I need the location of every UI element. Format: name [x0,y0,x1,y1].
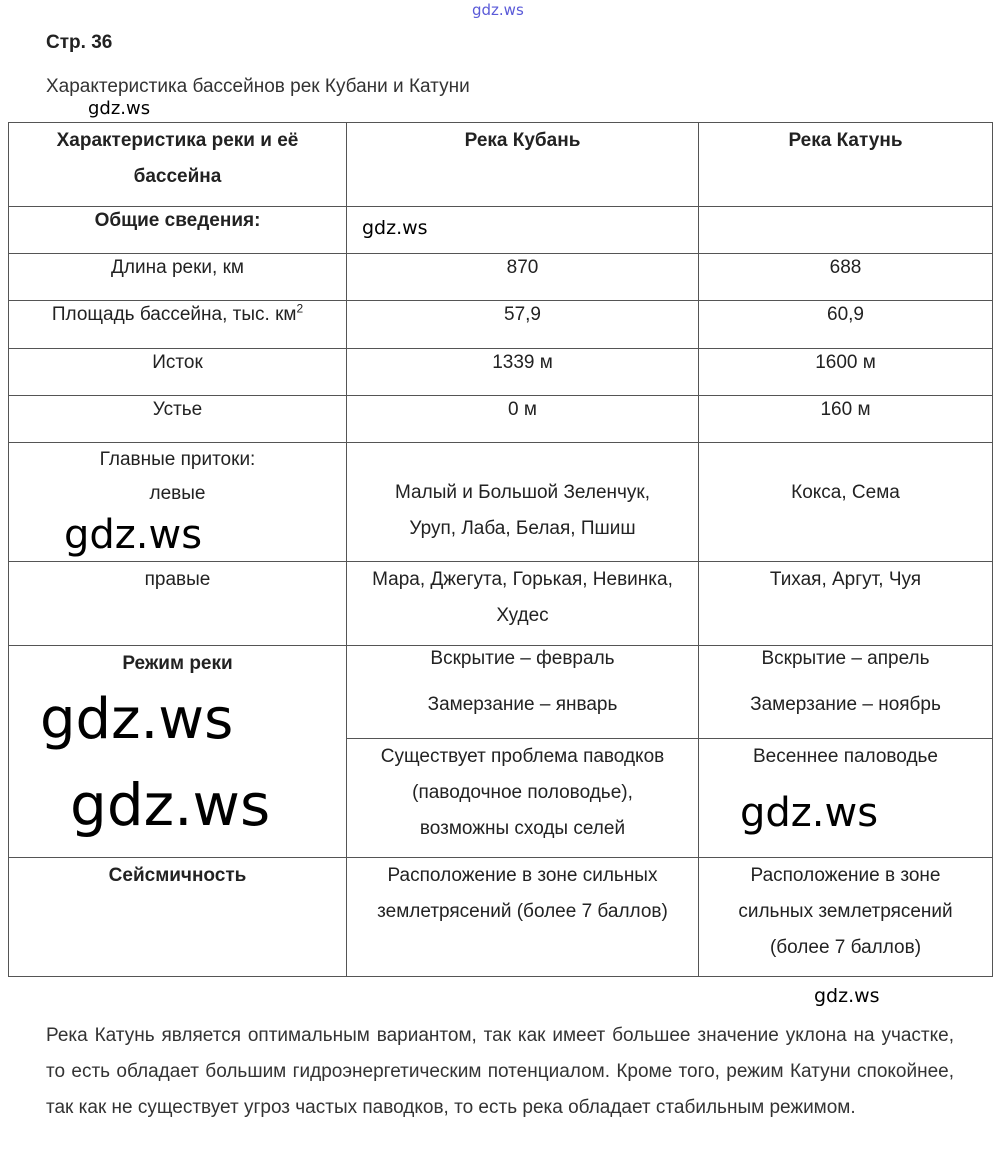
watermark: gdz.ws [362,217,428,239]
cell-text: сильных землетрясений [738,901,953,922]
cell-text: Расположение в зоне сильных [387,865,658,886]
tributaries-left-kuban [346,442,699,562]
watermark: gdz.ws [40,687,234,752]
cell-text: Существует проблема паводков [380,746,665,767]
row-mouth-katun [698,395,993,443]
tributaries-right-katun [698,561,993,646]
row-length-katun [698,253,993,301]
tributaries-left-katun [698,442,993,562]
cell-text: (паводочное половодье), [412,782,633,803]
cell-text: Исток [152,352,203,373]
watermark: gdz.ws [70,771,271,839]
header-cell-katun [698,122,993,207]
row-length-kuban [346,253,699,301]
cell-text: (более 7 баллов) [769,937,922,958]
cell-text: Уруп, Лаба, Белая, Пшиш [409,518,636,539]
row-length-label [8,253,347,301]
cell-text: Расположение в зоне [750,865,941,886]
cell-text: левые [149,483,206,504]
cell-text: возможны сходы селей [419,818,626,839]
row-area-kuban [346,300,699,349]
cell-text: 0 м [508,399,537,420]
header-text: Река Кубань [464,130,581,151]
cell-text: Длина реки, км [111,257,244,278]
header-text: Характеристика реки и её бассейна [56,130,299,187]
empty-cell [698,206,993,254]
cell-text: Замерзание – ноябрь [750,694,941,715]
cell-text: Сейсмичность [108,865,247,886]
cell-text: 60,9 [827,304,864,325]
cell-text: Худес [496,605,549,626]
cell-text: Главные притоки: [99,449,256,470]
watermark: gdz.ws [88,98,151,119]
cell-text: Режим реки [122,653,233,674]
watermark: gdz.ws [814,985,880,1007]
cell-text: Замерзание – январь [427,694,618,715]
header-cell-kuban [346,122,699,207]
cell-text: 688 [829,257,862,278]
cell-text: 57,9 [504,304,541,325]
seismic-label [8,857,347,977]
cell-text: Площадь бассейна, тыс. км [51,304,297,325]
row-source-kuban [346,348,699,396]
cell-text: 1600 м [815,352,876,373]
header-cell-characteristic [8,122,347,207]
watermark: gdz.ws [64,512,203,558]
general-info-cell [8,206,347,254]
cell-text: землетрясений (более 7 баллов) [377,901,668,922]
cell-text: 870 [506,257,539,278]
seismic-katun [698,857,993,977]
row-area-label [8,300,347,349]
page-label: Стр. 36 [46,32,113,53]
row-source-katun [698,348,993,396]
cell-text: 1339 м [492,352,553,373]
regime-kuban-floods [346,738,699,858]
tributaries-right-label [8,561,347,646]
header-text: Река Катунь [788,130,903,151]
row-source-label [8,348,347,396]
general-info-label: Общие сведения: [94,210,261,231]
row-mouth-kuban [346,395,699,443]
row-area-katun [698,300,993,349]
document-title: Характеристика бассейнов рек Кубани и Катуни [46,76,470,97]
cell-text: Малый и Большой Зеленчук, [395,482,650,503]
cell-text: 160 м [820,399,871,420]
superscript: 2 [296,301,304,316]
cell-text: Устье [152,399,203,420]
conclusion-paragraph: Река Катунь является оптимальным вариантом, так как имеет большее значение уклона на участке, то есть обладает большим гидроэнергетическим потенциалом. Кроме того, режим Катуни спокойнее, так как не существует угроз частых паводков, то есть река обладает стабильным режимом. [46,1025,954,1118]
cell-text: Тихая, Аргут, Чуя [769,569,922,590]
tributaries-right-kuban [346,561,699,646]
cell-text: Вскрытие – февраль [430,648,615,669]
regime-katun-freeze [698,645,993,739]
cell-text: Мара, Джегута, Горькая, Невинка, [372,569,673,590]
cell-text: Кокса, Сема [791,482,900,503]
watermark: gdz.ws [472,1,524,19]
cell-text: Весеннее паловодье [752,746,938,767]
seismic-kuban [346,857,699,977]
row-mouth-label [8,395,347,443]
cell-text: Вскрытие – апрель [761,648,930,669]
cell-text: правые [144,569,211,590]
regime-kuban-freeze [346,645,699,739]
watermark: gdz.ws [740,790,879,836]
